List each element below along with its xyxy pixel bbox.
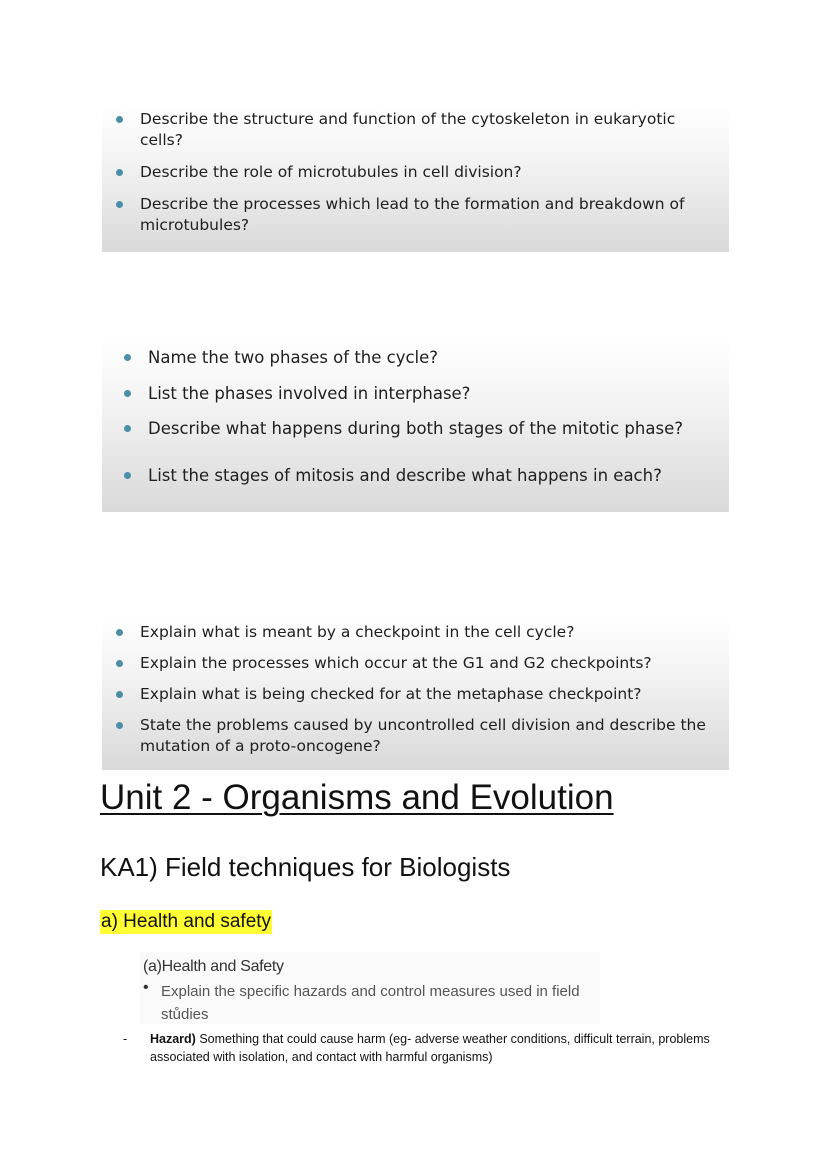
bullet-dot xyxy=(124,354,131,361)
clipping-title: (a)Health and Safety xyxy=(143,958,284,975)
list-item: List the stages of mitosis and describe what happens in each? xyxy=(148,465,718,486)
list-dash: - xyxy=(123,1032,128,1046)
bullet-dot xyxy=(116,201,123,208)
list-item: Name the two phases of the cycle? xyxy=(148,347,718,368)
question-box-cytoskeleton xyxy=(102,106,729,252)
bullet-dot xyxy=(116,722,123,729)
hazard-text xyxy=(150,1030,720,1066)
hazard-term: Hazard) xyxy=(150,1032,196,1046)
bullet-dot xyxy=(116,691,123,698)
bullet-dot xyxy=(124,425,131,432)
unit-title: Unit 2 - Organisms and Evolution xyxy=(100,778,614,817)
bullet-dot: • xyxy=(143,979,149,996)
bullet-dot xyxy=(116,629,123,636)
list-item: List the phases involved in interphase? xyxy=(148,383,718,404)
question-box-cell-cycle xyxy=(102,338,729,512)
highlighted-subheading: a) Health and safety xyxy=(101,911,272,932)
bullet-dot xyxy=(124,472,131,479)
question-box-checkpoints xyxy=(102,616,729,770)
bullet-dot xyxy=(116,169,123,176)
syllabus-clipping xyxy=(140,952,600,1024)
hazard-description: Something that could cause harm (eg- adverse weather conditions, difficult terrain, problems associated with isolation, and contact with harmful organisms) xyxy=(150,1032,710,1064)
list-item: Explain the processes which occur at the G1 and G2 checkpoints? xyxy=(140,653,725,674)
section-title: KA1) Field techniques for Biologists xyxy=(100,852,511,882)
bullet-dot xyxy=(116,660,123,667)
list-item: Describe the role of microtubules in cell division? xyxy=(140,162,710,183)
list-item: Explain what is being checked for at the metaphase checkpoint? xyxy=(140,684,725,705)
list-item: Describe what happens during both stages of the mitotic phase? xyxy=(148,418,718,439)
list-item: Describe the structure and function of the cytoskeleton in eukaryotic cells? xyxy=(140,109,710,151)
list-item: State the problems caused by uncontrolled cell division and describe the mutation of a proto-oncogene? xyxy=(140,715,725,757)
bullet-dot xyxy=(116,116,123,123)
list-item: Describe the processes which lead to the formation and breakdown of microtubules? xyxy=(140,194,710,236)
list-item: Explain what is meant by a checkpoint in the cell cycle? xyxy=(140,622,725,643)
bullet-dot xyxy=(124,390,131,397)
clipping-text: Explain the specific hazards and control measures used in field stůdies xyxy=(161,983,580,1023)
